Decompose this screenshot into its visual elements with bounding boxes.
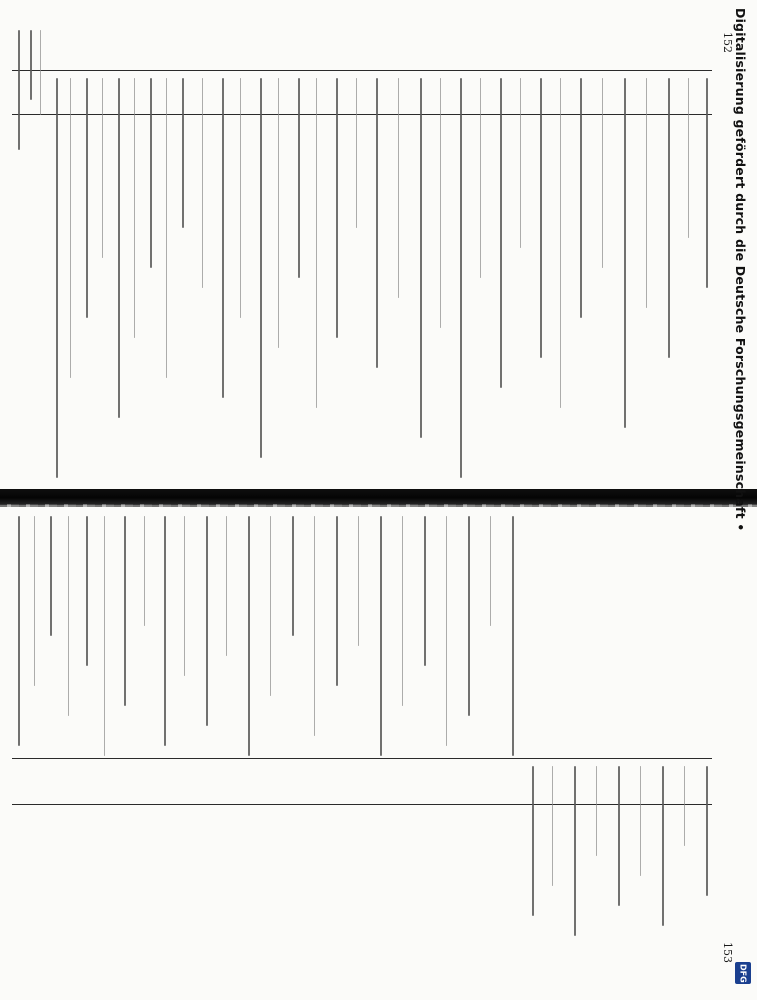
ledger-text-columns-top [12,18,747,488]
ledger-page-top [12,18,747,488]
footer-funding-note: Digitalisierung gefördert durch die Deutsche Forschungsgemeinschaft • [733,8,748,532]
page-number-top: 152 [721,32,734,53]
scan-gutter-band [0,489,757,505]
footer [733,8,753,992]
dfg-logo: DFG [735,962,751,984]
ledger-page-bottom [12,506,747,961]
ledger-text-columns-bottom [12,506,747,961]
page-number-bottom: 153 [721,942,734,963]
